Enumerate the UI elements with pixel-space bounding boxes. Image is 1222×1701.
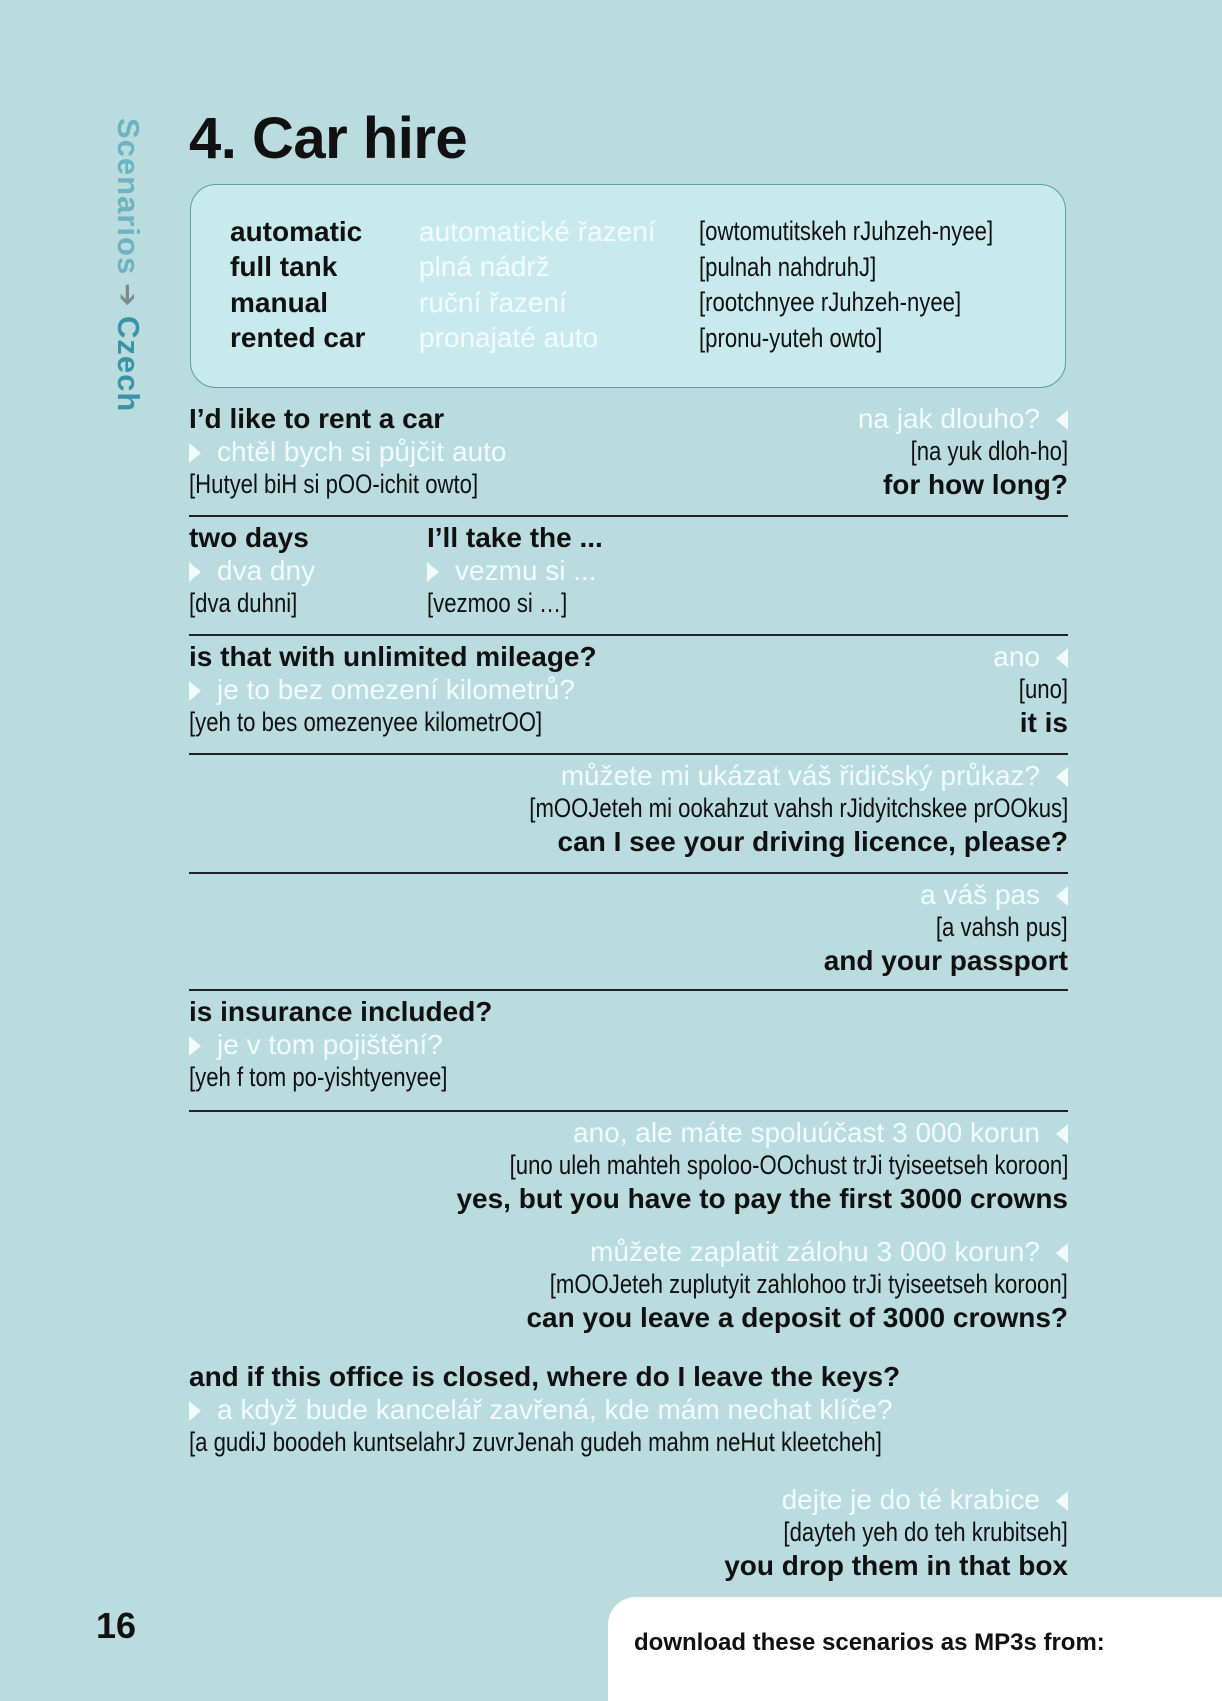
vocab-pronunciation: [rootchnyee rJuhzeh-nyee] — [699, 287, 962, 318]
play-right-icon — [189, 681, 201, 701]
english-phrase: for how long? — [882, 469, 1068, 500]
phrase-list — [189, 398, 1068, 1592]
vocab-english: rented car — [230, 322, 366, 354]
pronunciation: [dayteh yeh do teh krubitseh] — [783, 1517, 1068, 1547]
vocab-english: full tank — [230, 251, 338, 283]
vocab-row — [230, 285, 1065, 321]
english-phrase: you drop them in that box — [724, 1550, 1068, 1581]
arrow-right-icon: ➔ — [112, 283, 144, 308]
english-phrase: it is — [1019, 707, 1068, 738]
phrase-row — [189, 1112, 1068, 1592]
vocab-czech: pronajaté auto — [419, 322, 599, 354]
section-label: Scenarios — [111, 118, 146, 276]
vocabulary-box — [190, 184, 1066, 388]
czech-phrase: můžete zaplatit zálohu 3 000 korun? — [436, 1235, 1068, 1268]
pronunciation: [uno uleh mahteh spoloo-OOchust trJi tyiseetseh koroon] — [509, 1150, 1068, 1180]
play-left-icon — [1056, 410, 1068, 430]
vocab-row — [230, 321, 1065, 357]
vocab-czech: automatické řazení — [419, 215, 656, 247]
czech-phrase: a když bude kancelář zavřená, kde mám nechat klíče? — [189, 1393, 1034, 1426]
pronunciation: [mOOJeteh mi ookahzut vahsh rJidyitchskee prOOkus] — [529, 793, 1068, 823]
vocab-english: manual — [230, 286, 329, 318]
czech-phrase: na jak dlouho? — [858, 402, 1068, 435]
customer-phrase — [189, 640, 620, 739]
download-footer — [608, 1597, 1222, 1701]
pronunciation: [Hutyel biH si pOO-ichit owto] — [189, 469, 479, 499]
vocab-row — [230, 214, 1065, 250]
play-left-icon — [1056, 1124, 1068, 1144]
pronunciation: [na yuk dloh-ho] — [910, 436, 1068, 466]
czech-phrase: vezmu si ... — [427, 554, 603, 587]
play-left-icon — [1056, 648, 1068, 668]
vocab-english: automatic — [230, 215, 363, 247]
english-phrase: two days — [189, 522, 309, 553]
english-phrase: I’d like to rent a car — [189, 403, 445, 434]
play-right-icon — [189, 1401, 201, 1421]
english-phrase: can you leave a deposit of 3000 crowns? — [526, 1302, 1068, 1333]
english-phrase: and your passport — [823, 945, 1068, 976]
customer-phrase — [189, 521, 321, 620]
english-phrase: and if this office is closed, where do I leave the keys? — [189, 1361, 901, 1392]
phrase-row — [189, 636, 1068, 755]
pronunciation: [yeh f tom po-yishtyenyee] — [189, 1062, 448, 1092]
czech-phrase: ano — [993, 640, 1068, 673]
page-number: 16 — [96, 1605, 137, 1646]
english-phrase: I’ll take the ... — [427, 522, 603, 553]
czech-phrase: chtěl bych si půjčit auto — [189, 435, 542, 468]
phrase-row — [189, 398, 1068, 517]
play-left-icon — [1056, 1243, 1068, 1263]
language-label: Czech — [111, 315, 146, 412]
customer-phrase — [189, 402, 542, 501]
customer-phrase — [189, 1360, 1034, 1459]
pronunciation: [dva duhni] — [189, 588, 298, 618]
vocab-czech: ruční řazení — [419, 286, 567, 318]
phrase-row — [189, 517, 1068, 636]
vocab-pronunciation: [owtomutitskeh rJuhzeh-nyee] — [699, 216, 994, 247]
vocab-pronunciation: [pulnah nahdruhJ] — [699, 251, 877, 282]
agent-phrase — [824, 878, 1068, 977]
agent-phrase — [993, 640, 1068, 739]
pronunciation: [a gudiJ boodeh kuntselahrJ zuvrJenah gudeh mahm neHut kleetcheh] — [189, 1427, 882, 1457]
phrase-row — [189, 991, 1068, 1112]
customer-phrase — [427, 521, 603, 620]
czech-phrase: je v tom pojištění? — [189, 1028, 504, 1061]
play-right-icon — [427, 562, 439, 582]
english-phrase: is that with unlimited mileage? — [189, 641, 597, 672]
play-right-icon — [189, 562, 201, 582]
customer-phrase — [189, 995, 504, 1094]
agent-phrase — [858, 402, 1068, 501]
agent-phrase — [411, 759, 1068, 858]
agent-phrase — [721, 1483, 1068, 1582]
play-right-icon — [189, 1036, 201, 1056]
czech-phrase: můžete mi ukázat váš řidičský průkaz? — [411, 759, 1068, 792]
czech-phrase: dejte je do té krabice — [721, 1483, 1068, 1516]
agent-phrase — [387, 1116, 1068, 1215]
english-phrase: yes, but you have to pay the first 3000 crowns — [456, 1183, 1068, 1214]
czech-phrase: ano, ale máte spoluúčast 3 000 korun — [387, 1116, 1068, 1149]
pronunciation: [yeh to bes omezenyee kilometrOO] — [189, 707, 543, 737]
english-phrase: can I see your driving licence, please? — [557, 826, 1068, 857]
czech-phrase: a váš pas — [824, 878, 1068, 911]
vocab-pronunciation: [pronu-yuteh owto] — [699, 322, 883, 353]
section-tab — [110, 118, 146, 412]
pronunciation: [vezmoo si …] — [427, 588, 568, 618]
vocab-czech: plná nádrž — [419, 251, 550, 283]
play-right-icon — [189, 443, 201, 463]
phrase-row — [189, 755, 1068, 874]
page-title: 4. Car hire — [189, 106, 468, 171]
vocab-row — [230, 250, 1065, 286]
english-phrase: is insurance included? — [189, 996, 493, 1027]
phrase-row — [189, 874, 1068, 991]
agent-phrase — [436, 1235, 1068, 1334]
czech-phrase: dva dny — [189, 554, 321, 587]
pronunciation: [uno] — [1018, 674, 1068, 704]
play-left-icon — [1056, 767, 1068, 787]
czech-phrase: je to bez omezení kilometrů? — [189, 673, 620, 706]
play-left-icon — [1056, 886, 1068, 906]
pronunciation: [mOOJeteh zuplutyit zahlohoo trJi tyiseetseh koroon] — [549, 1269, 1068, 1299]
pronunciation: [a vahsh pus] — [936, 912, 1068, 942]
play-left-icon — [1056, 1491, 1068, 1511]
download-text: download these scenarios as MP3s from: — [634, 1629, 1105, 1656]
